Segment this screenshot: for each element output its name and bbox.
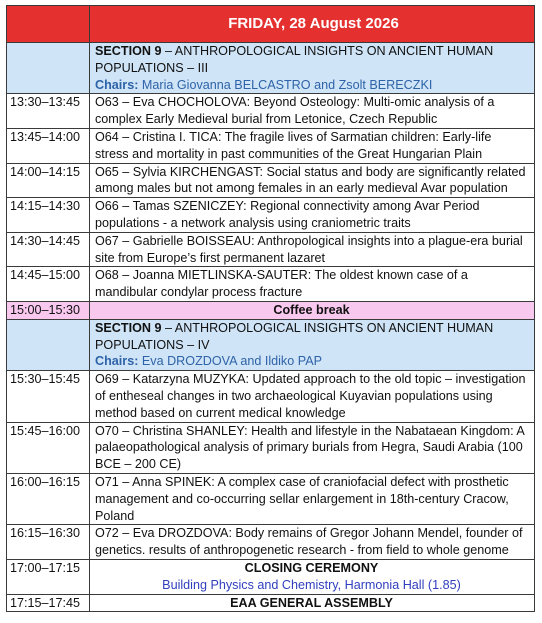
closing-cell — [90, 559, 535, 594]
section-title: – ANTHROPOLOGICAL INSIGHTS ON ANCIENT HUMAN POPULATIONS – IV — [95, 320, 494, 352]
talk-time: 13:30–13:45 — [7, 94, 90, 129]
talk-text: O70 – Christina SHANLEY: Health and lifestyle in the Nabataean Kingdom: A palaeopathological analysis of primary burials from Hegra, Saudi Arabia (100 BCE – 200 CE) — [90, 422, 535, 473]
section-row — [7, 319, 535, 370]
coffee-break-row — [7, 301, 535, 319]
schedule-table — [6, 5, 535, 612]
talk-text: O71 – Anna SPINEK: A complex case of craniofacial defect with prosthetic management and co-occurring sellar enlargement in 18th-century Cracow, Poland — [90, 473, 535, 524]
chairs-line — [95, 354, 322, 368]
chairs-names: Eva DROZDOVA and Ildiko PAP — [138, 354, 323, 369]
talk-time: 16:00–16:15 — [7, 473, 90, 524]
day-header-row — [7, 6, 535, 43]
talk-row — [7, 163, 535, 198]
talk-text: O72 – Eva DROZDOVA: Body remains of Gregor Johann Mendel, founder of genetics. results of anthropogenetic research - from field to whole genome — [90, 525, 535, 560]
talk-text: O64 – Cristina I. TICA: The fragile lives of Sarmatian children: Early-life stress and mortality in past communities of the Great Hungarian Plain — [90, 128, 535, 163]
section-row — [7, 43, 535, 94]
talk-row — [7, 232, 535, 267]
talk-row — [7, 473, 535, 524]
chairs-label: Chairs: — [95, 354, 139, 369]
section-time-cell — [7, 43, 90, 94]
talk-row — [7, 94, 535, 129]
talk-text: O63 – Eva CHOCHOLOVA: Beyond Osteology: Multi-omic analysis of a complex Early Medieval burial from Letonice, Czech Republic — [90, 94, 535, 129]
section-label: SECTION 9 — [95, 44, 162, 58]
talk-time: 14:15–14:30 — [7, 198, 90, 233]
chairs-label: Chairs: — [95, 77, 139, 92]
assembly-title: EAA GENERAL ASSEMBLY — [90, 594, 535, 612]
talk-time: 14:00–14:15 — [7, 163, 90, 198]
talk-row — [7, 525, 535, 560]
chairs-line — [95, 78, 432, 92]
coffee-time: 15:00–15:30 — [7, 301, 90, 319]
closing-ceremony-row — [7, 559, 535, 594]
closing-time: 17:00–17:15 — [7, 559, 90, 594]
coffee-label: Coffee break — [90, 301, 535, 319]
talk-text: O68 – Joanna MIETLINSKA-SAUTER: The oldest known case of a mandibular condylar process fracture — [90, 267, 535, 302]
talk-row — [7, 128, 535, 163]
talk-text: O66 – Tamas SZENICZEY: Regional connectivity among Avar Period populations - a network analysis using craniometric traits — [90, 198, 535, 233]
talk-row — [7, 422, 535, 473]
section-cell — [90, 319, 535, 370]
talk-text: O69 – Katarzyna MUZYKA: Updated approach to the old topic – investigation of entheseal changes in two archaeological Kuyavian populations using method based on current medical knowledge — [90, 371, 535, 422]
talk-row — [7, 267, 535, 302]
talk-row — [7, 371, 535, 422]
talk-time: 13:45–14:00 — [7, 128, 90, 163]
section-title: – ANTHROPOLOGICAL INSIGHTS ON ANCIENT HUMAN POPULATIONS – III — [95, 44, 494, 75]
section-time-cell — [7, 319, 90, 370]
talk-row — [7, 198, 535, 233]
section-cell — [90, 43, 535, 94]
talk-time: 16:15–16:30 — [7, 525, 90, 560]
closing-title: CLOSING CEREMONY — [244, 560, 379, 575]
day-title: FRIDAY, 28 August 2026 — [90, 6, 535, 43]
talk-text: O65 – Sylvia KIRCHENGAST: Social status and body are significantly related among males but not among females in an early medieval Avar population — [90, 163, 535, 198]
chairs-names: Maria Giovanna BELCASTRO and Zsolt BERECZKI — [138, 77, 433, 92]
closing-venue: Building Physics and Chemistry, Harmonia Hall (1.85) — [162, 577, 461, 592]
header-time-cell — [7, 6, 90, 43]
talk-time: 14:30–14:45 — [7, 232, 90, 267]
talk-text: O67 – Gabrielle BOISSEAU: Anthropological insights into a plague-era burial site from Europe’s first permanent lazaret — [90, 232, 535, 267]
talk-time: 14:45–15:00 — [7, 267, 90, 302]
assembly-time: 17:15–17:45 — [7, 594, 90, 612]
talk-time: 15:30–15:45 — [7, 371, 90, 422]
section-label: SECTION 9 — [95, 320, 162, 335]
talk-time: 15:45–16:00 — [7, 422, 90, 473]
general-assembly-row — [7, 594, 535, 612]
